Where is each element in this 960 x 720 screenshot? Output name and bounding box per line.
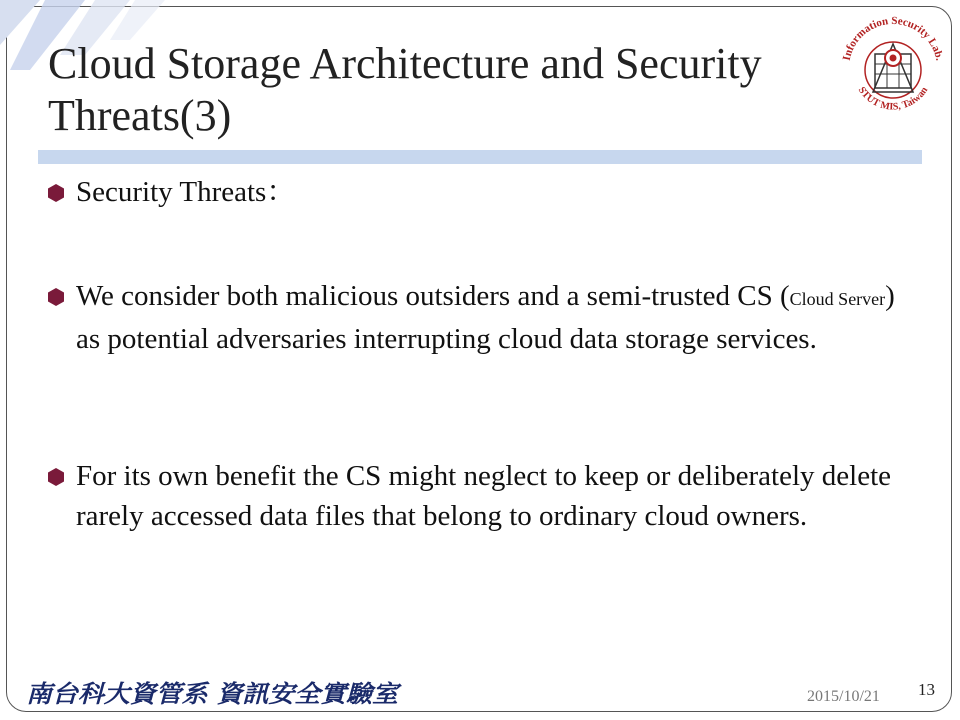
title-underline-bar [38, 150, 922, 164]
footer-chinese-text: 南台科大資管系 資訊安全實驗室 [26, 680, 403, 708]
bullet-3-text: For its own benefit the CS might neglect to keep or deliberately delete rarely accessed data files that belong to ordinary cloud owners. [76, 460, 892, 532]
bullet-2-text-post: ) as potential adversaries interrupting cloud data storage services. [76, 280, 895, 355]
hexagon-bullet-icon [48, 468, 64, 486]
page-number: 13 [918, 680, 935, 699]
slide-date: 2015/10/21 [807, 688, 880, 705]
hexagon-bullet-icon [48, 288, 64, 306]
bullet-1 [48, 172, 898, 212]
logo-bottom-text: STUT MIS, Taiwan [855, 85, 931, 113]
bullet-2-text [76, 276, 898, 359]
footer-calligraphy [26, 677, 406, 709]
bullet-3 [48, 456, 898, 536]
bullet-1-text: Security Threats： [76, 176, 296, 208]
slide-title: Cloud Storage Architecture and Security Threats(3) [48, 39, 762, 140]
bullet-2-text-pre: We consider both malicious outsiders and a semi-trusted CS ( [76, 280, 790, 312]
bullet-2-text-small: Cloud Server [789, 289, 886, 309]
logo-top-text: Information Security Lab. [840, 14, 946, 62]
hexagon-bullet-icon [48, 184, 64, 202]
lab-logo [835, 6, 950, 126]
bullet-2 [48, 276, 898, 359]
